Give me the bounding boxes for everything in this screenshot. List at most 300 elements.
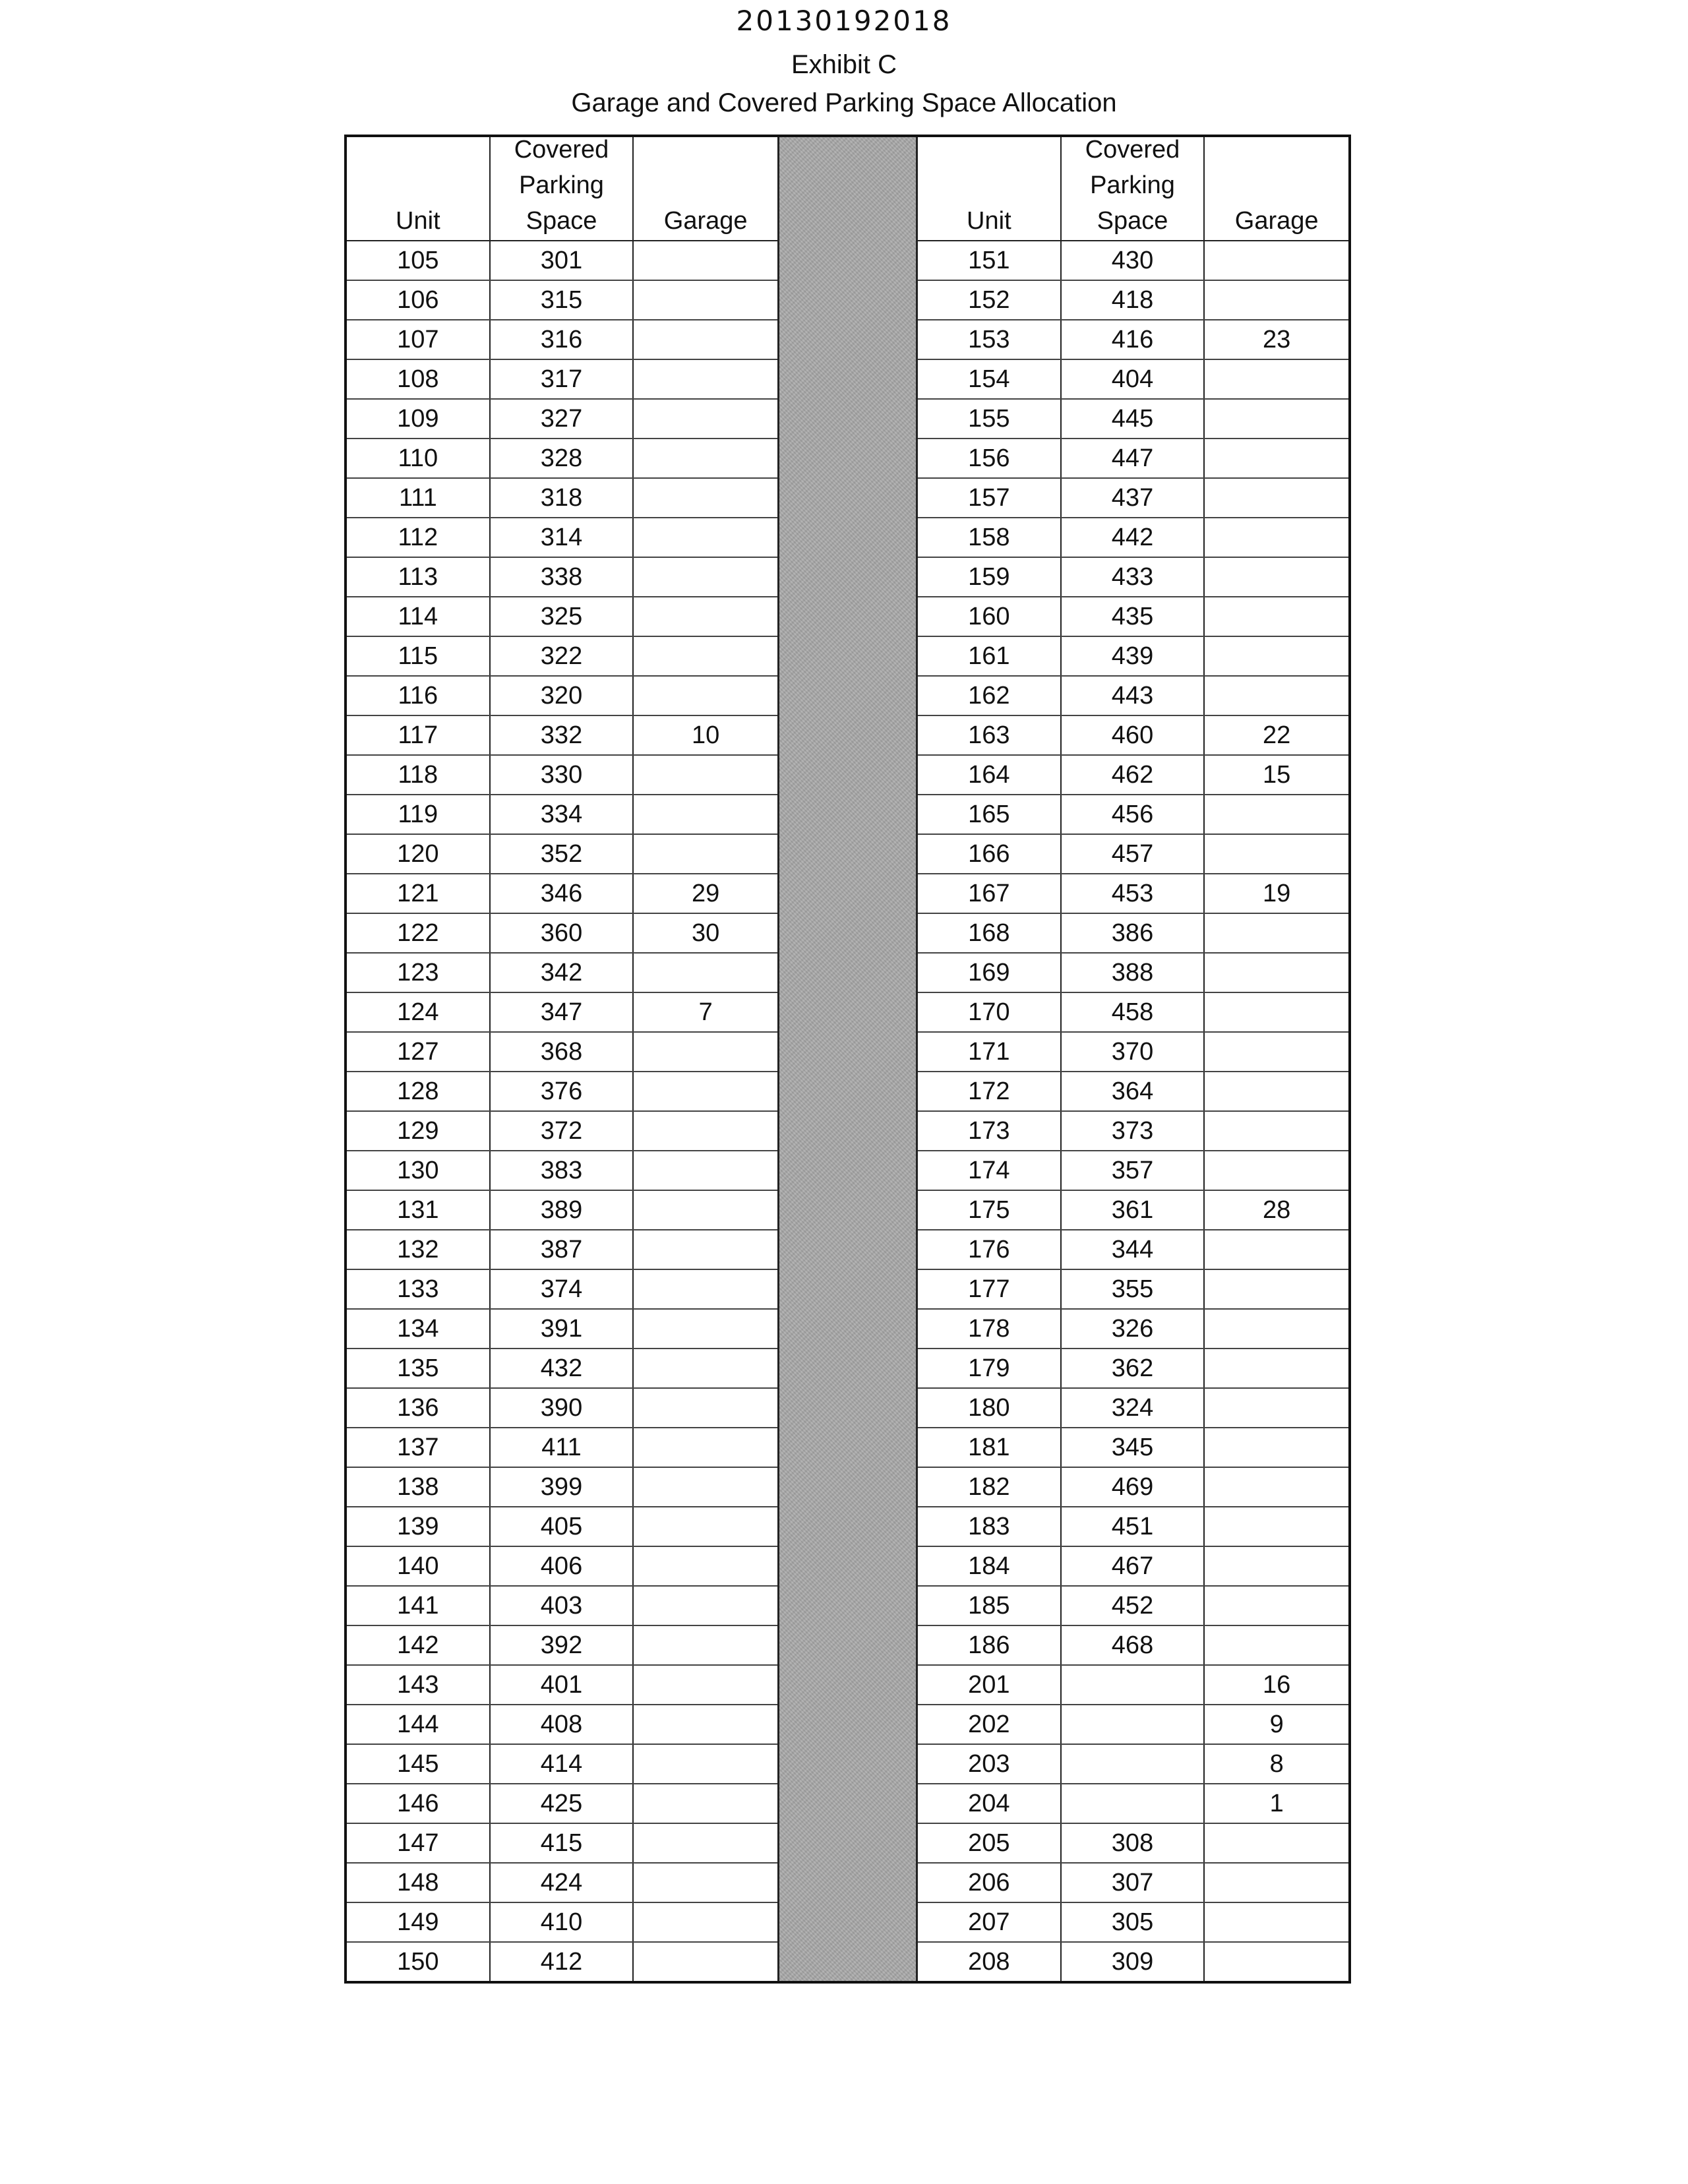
covered-parking-space-cell: 352 — [491, 835, 634, 873]
unit-cell: 208 — [918, 1943, 1062, 1981]
unit-cell: 129 — [347, 1112, 491, 1150]
garage-cell — [634, 1151, 777, 1190]
table-row — [918, 1230, 1348, 1270]
unit-cell: 153 — [918, 320, 1062, 359]
garage-cell — [1205, 1428, 1348, 1467]
right-table-body — [918, 241, 1348, 1981]
covered-parking-space-cell: 332 — [491, 716, 634, 754]
covered-parking-space-cell: 392 — [491, 1626, 634, 1664]
table-row — [918, 241, 1348, 281]
table-row — [918, 558, 1348, 597]
unit-cell: 182 — [918, 1468, 1062, 1506]
covered-parking-space-cell: 386 — [1062, 914, 1205, 952]
unit-cell: 178 — [918, 1310, 1062, 1348]
garage-cell — [634, 954, 777, 992]
table-row — [347, 716, 777, 756]
garage-cell — [1205, 360, 1348, 398]
unit-cell: 127 — [347, 1033, 491, 1071]
table-row — [347, 954, 777, 993]
unit-cell: 162 — [918, 677, 1062, 715]
covered-parking-space-cell: 439 — [1062, 637, 1205, 675]
unit-cell: 160 — [918, 597, 1062, 636]
unit-cell: 117 — [347, 716, 491, 754]
table-row — [918, 1507, 1348, 1547]
right-table-half — [918, 137, 1348, 1981]
garage-cell — [634, 677, 777, 715]
covered-parking-space-cell — [1062, 1666, 1205, 1704]
unit-cell: 202 — [918, 1705, 1062, 1744]
garage-cell — [634, 1033, 777, 1071]
unit-cell: 131 — [347, 1191, 491, 1229]
unit-cell: 165 — [918, 795, 1062, 834]
unit-cell: 107 — [347, 320, 491, 359]
unit-cell: 149 — [347, 1903, 491, 1941]
covered-parking-space-cell: 327 — [491, 400, 634, 438]
garage-cell — [1205, 1507, 1348, 1546]
covered-parking-space-cell: 442 — [1062, 518, 1205, 557]
header-garage — [1205, 137, 1348, 240]
garage-cell — [634, 558, 777, 596]
table-row — [347, 874, 777, 914]
table-row — [347, 1468, 777, 1507]
unit-cell: 146 — [347, 1784, 491, 1823]
table-row — [347, 1389, 777, 1428]
garage-cell — [1205, 479, 1348, 517]
table-row — [918, 518, 1348, 558]
garage-cell — [1205, 795, 1348, 834]
left-header-row — [347, 137, 777, 241]
header-covered-line-1: Covered — [514, 136, 609, 164]
covered-parking-space-cell: 408 — [491, 1705, 634, 1744]
left-table-body — [347, 241, 777, 1981]
garage-cell: 8 — [1269, 1749, 1284, 1778]
unit-cell: 156 — [918, 439, 1062, 477]
unit-cell: 186 — [918, 1626, 1062, 1664]
table-row — [347, 320, 777, 360]
covered-parking-space-cell: 314 — [491, 518, 634, 557]
garage-cell — [1205, 241, 1348, 280]
covered-parking-space-cell — [1062, 1745, 1205, 1783]
unit-cell: 205 — [918, 1824, 1062, 1862]
covered-parking-space-cell: 390 — [491, 1389, 634, 1427]
garage-cell: 29 — [692, 879, 720, 907]
table-row — [347, 597, 777, 637]
garage-cell: 23 — [1263, 325, 1291, 353]
covered-parking-space-cell: 469 — [1062, 1468, 1205, 1506]
covered-parking-space-cell: 458 — [1062, 993, 1205, 1031]
table-row — [347, 1310, 777, 1349]
left-table-half — [347, 137, 777, 1981]
garage-cell — [634, 597, 777, 636]
unit-cell: 106 — [347, 281, 491, 319]
table-row — [347, 439, 777, 479]
garage-cell — [634, 1191, 777, 1229]
covered-parking-space-cell: 456 — [1062, 795, 1205, 834]
header-garage — [634, 137, 777, 240]
garage-cell — [634, 1626, 777, 1664]
unit-cell: 116 — [347, 677, 491, 715]
table-row — [347, 1230, 777, 1270]
garage-cell — [634, 1864, 777, 1902]
table-row — [918, 637, 1348, 677]
header-unit — [918, 137, 1062, 240]
unit-cell: 112 — [347, 518, 491, 557]
covered-parking-space-cell: 326 — [1062, 1310, 1205, 1348]
garage-cell — [634, 1587, 777, 1625]
unit-cell: 133 — [347, 1270, 491, 1308]
unit-cell: 124 — [347, 993, 491, 1031]
garage-cell — [1205, 1349, 1348, 1387]
garage-cell: 7 — [698, 998, 713, 1026]
covered-parking-space-cell: 457 — [1062, 835, 1205, 873]
unit-cell: 161 — [918, 637, 1062, 675]
garage-cell — [634, 439, 777, 477]
covered-parking-space-cell: 376 — [491, 1072, 634, 1110]
table-row — [347, 1745, 777, 1784]
covered-parking-space-cell: 435 — [1062, 597, 1205, 636]
table-row — [347, 1705, 777, 1745]
garage-cell — [634, 320, 777, 359]
garage-cell — [634, 1903, 777, 1941]
table-row — [918, 1864, 1348, 1903]
table-row — [918, 716, 1348, 756]
garage-cell — [1205, 914, 1348, 952]
garage-cell: 22 — [1263, 721, 1291, 749]
covered-parking-space-cell: 383 — [491, 1151, 634, 1190]
table-row — [918, 874, 1348, 914]
garage-cell — [1205, 835, 1348, 873]
covered-parking-space-cell: 372 — [491, 1112, 634, 1150]
unit-cell: 185 — [918, 1587, 1062, 1625]
unit-cell: 134 — [347, 1310, 491, 1348]
table-row — [918, 914, 1348, 954]
garage-cell — [1205, 1547, 1348, 1585]
table-row — [918, 1112, 1348, 1151]
table-row — [347, 1151, 777, 1191]
table-row — [918, 954, 1348, 993]
covered-parking-space-cell: 346 — [491, 874, 634, 913]
garage-cell — [1205, 518, 1348, 557]
covered-parking-space-cell: 357 — [1062, 1151, 1205, 1190]
covered-parking-space-cell: 445 — [1062, 400, 1205, 438]
unit-cell: 175 — [918, 1191, 1062, 1229]
header-covered-line-2: Parking — [1090, 171, 1175, 199]
garage-cell — [1205, 1033, 1348, 1071]
covered-parking-space-cell: 301 — [491, 241, 634, 280]
unit-cell: 122 — [347, 914, 491, 952]
table-row — [918, 281, 1348, 320]
unit-cell: 141 — [347, 1587, 491, 1625]
unit-cell: 174 — [918, 1151, 1062, 1190]
garage-cell — [1205, 1151, 1348, 1190]
table-row — [347, 1072, 777, 1112]
covered-parking-space-cell: 462 — [1062, 756, 1205, 794]
table-row — [918, 1072, 1348, 1112]
table-row — [918, 400, 1348, 439]
unit-cell: 111 — [347, 479, 491, 517]
unit-cell: 138 — [347, 1468, 491, 1506]
unit-cell: 119 — [347, 795, 491, 834]
table-row — [918, 479, 1348, 518]
garage-cell — [634, 1389, 777, 1427]
unit-cell: 170 — [918, 993, 1062, 1031]
covered-parking-space-cell: 432 — [491, 1349, 634, 1387]
covered-parking-space-cell: 305 — [1062, 1903, 1205, 1941]
garage-cell — [1205, 993, 1348, 1031]
table-row — [918, 1428, 1348, 1468]
table-row — [347, 241, 777, 281]
covered-parking-space-cell: 401 — [491, 1666, 634, 1704]
garage-cell — [634, 1547, 777, 1585]
covered-parking-space-cell — [1062, 1784, 1205, 1823]
unit-cell: 167 — [918, 874, 1062, 913]
unit-cell: 120 — [347, 835, 491, 873]
garage-cell — [634, 1666, 777, 1704]
garage-cell — [634, 1112, 777, 1150]
unit-cell: 201 — [918, 1666, 1062, 1704]
unit-cell: 130 — [347, 1151, 491, 1190]
table-row — [347, 677, 777, 716]
covered-parking-space-cell: 318 — [491, 479, 634, 517]
table-row — [918, 1349, 1348, 1389]
table-row — [918, 1468, 1348, 1507]
covered-parking-space-cell: 451 — [1062, 1507, 1205, 1546]
table-row — [347, 1903, 777, 1943]
header-garage-label: Garage — [1234, 207, 1319, 235]
covered-parking-space-cell: 330 — [491, 756, 634, 794]
unit-cell: 180 — [918, 1389, 1062, 1427]
header-unit-label: Unit — [396, 207, 440, 235]
unit-cell: 152 — [918, 281, 1062, 319]
table-row — [347, 1943, 777, 1981]
unit-cell: 157 — [918, 479, 1062, 517]
covered-parking-space-cell: 424 — [491, 1864, 634, 1902]
garage-cell — [1205, 1903, 1348, 1941]
table-row — [918, 1389, 1348, 1428]
garage-cell — [1205, 1943, 1348, 1981]
covered-parking-space-cell: 391 — [491, 1310, 634, 1348]
unit-cell: 105 — [347, 241, 491, 280]
covered-parking-space-cell: 403 — [491, 1587, 634, 1625]
table-row — [347, 558, 777, 597]
covered-parking-space-cell: 460 — [1062, 716, 1205, 754]
table-row — [347, 1270, 777, 1310]
unit-cell: 207 — [918, 1903, 1062, 1941]
covered-parking-space-cell: 345 — [1062, 1428, 1205, 1467]
table-row — [347, 637, 777, 677]
table-row — [918, 1033, 1348, 1072]
table-row — [918, 439, 1348, 479]
unit-cell: 158 — [918, 518, 1062, 557]
unit-cell: 110 — [347, 439, 491, 477]
table-row — [347, 1112, 777, 1151]
garage-cell — [1205, 637, 1348, 675]
table-row — [347, 993, 777, 1033]
unit-cell: 177 — [918, 1270, 1062, 1308]
unit-cell: 132 — [347, 1230, 491, 1269]
unit-cell: 144 — [347, 1705, 491, 1744]
unit-cell: 159 — [918, 558, 1062, 596]
unit-cell: 184 — [918, 1547, 1062, 1585]
garage-cell — [634, 1310, 777, 1348]
garage-cell — [1205, 1864, 1348, 1902]
covered-parking-space-cell: 364 — [1062, 1072, 1205, 1110]
table-row — [347, 1191, 777, 1230]
table-row — [918, 1745, 1348, 1784]
garage-cell — [634, 1784, 777, 1823]
table-row — [347, 518, 777, 558]
unit-cell: 169 — [918, 954, 1062, 992]
garage-cell — [1205, 1270, 1348, 1308]
covered-parking-space-cell: 416 — [1062, 320, 1205, 359]
table-row — [347, 1784, 777, 1824]
table-row — [918, 360, 1348, 400]
table-row — [347, 914, 777, 954]
garage-cell — [634, 1943, 777, 1981]
garage-cell — [1205, 954, 1348, 992]
garage-cell — [634, 835, 777, 873]
garage-cell: 10 — [692, 721, 720, 749]
header-covered-line-3: Space — [1097, 207, 1168, 235]
covered-parking-space-cell: 418 — [1062, 281, 1205, 319]
table-row — [918, 1310, 1348, 1349]
garage-cell — [1205, 1626, 1348, 1664]
header-covered-line-1: Covered — [1085, 136, 1180, 164]
covered-parking-space-cell: 410 — [491, 1903, 634, 1941]
covered-parking-space-cell: 414 — [491, 1745, 634, 1783]
covered-parking-space-cell: 368 — [491, 1033, 634, 1071]
unit-cell: 166 — [918, 835, 1062, 873]
header-covered-line-2: Parking — [519, 171, 604, 199]
covered-parking-space-cell: 360 — [491, 914, 634, 952]
garage-cell — [1205, 597, 1348, 636]
table-row — [347, 1547, 777, 1587]
table-row — [347, 281, 777, 320]
covered-parking-space-cell: 317 — [491, 360, 634, 398]
table-row — [918, 1903, 1348, 1943]
covered-parking-space-cell: 443 — [1062, 677, 1205, 715]
table-row — [918, 993, 1348, 1033]
garage-cell — [1205, 439, 1348, 477]
covered-parking-space-cell: 437 — [1062, 479, 1205, 517]
garage-cell — [634, 1270, 777, 1308]
unit-cell: 135 — [347, 1349, 491, 1387]
covered-parking-space-cell: 362 — [1062, 1349, 1205, 1387]
unit-cell: 179 — [918, 1349, 1062, 1387]
covered-parking-space-cell: 316 — [491, 320, 634, 359]
unit-cell: 115 — [347, 637, 491, 675]
covered-parking-space-cell: 430 — [1062, 241, 1205, 280]
garage-cell — [1205, 1468, 1348, 1506]
table-row — [918, 1626, 1348, 1666]
unit-cell: 155 — [918, 400, 1062, 438]
table-row — [347, 360, 777, 400]
unit-cell: 136 — [347, 1389, 491, 1427]
garage-cell — [1205, 1310, 1348, 1348]
covered-parking-space-cell: 324 — [1062, 1389, 1205, 1427]
covered-parking-space-cell: 399 — [491, 1468, 634, 1506]
garage-cell — [1205, 677, 1348, 715]
unit-cell: 148 — [347, 1864, 491, 1902]
table-title: Garage and Covered Parking Space Allocation — [571, 88, 1117, 117]
covered-parking-space-cell: 347 — [491, 993, 634, 1031]
unit-cell: 147 — [347, 1824, 491, 1862]
header-covered-parking-space — [1062, 137, 1205, 240]
covered-parking-space-cell: 467 — [1062, 1547, 1205, 1585]
garage-cell — [634, 400, 777, 438]
table-row — [918, 1547, 1348, 1587]
table-row — [347, 1864, 777, 1903]
table-row — [918, 1666, 1348, 1705]
covered-parking-space-cell: 453 — [1062, 874, 1205, 913]
header-covered-parking-space — [491, 137, 634, 240]
covered-parking-space-cell: 322 — [491, 637, 634, 675]
table-row — [347, 479, 777, 518]
unit-cell: 204 — [918, 1784, 1062, 1823]
unit-cell: 163 — [918, 716, 1062, 754]
garage-cell: 15 — [1263, 760, 1291, 789]
table-row — [347, 1824, 777, 1864]
garage-cell: 19 — [1263, 879, 1291, 907]
covered-parking-space-cell: 338 — [491, 558, 634, 596]
unit-cell: 206 — [918, 1864, 1062, 1902]
covered-parking-space-cell: 389 — [491, 1191, 634, 1229]
table-row — [347, 1626, 777, 1666]
garage-cell — [634, 241, 777, 280]
header-unit-label: Unit — [967, 207, 1011, 235]
garage-cell — [634, 1507, 777, 1546]
garage-cell: 1 — [1269, 1789, 1284, 1817]
table-row — [918, 835, 1348, 874]
covered-parking-space-cell: 342 — [491, 954, 634, 992]
garage-cell — [634, 1349, 777, 1387]
covered-parking-space-cell: 374 — [491, 1270, 634, 1308]
covered-parking-space-cell: 320 — [491, 677, 634, 715]
unit-cell: 183 — [918, 1507, 1062, 1546]
garage-cell — [1205, 400, 1348, 438]
garage-cell — [634, 1824, 777, 1862]
garage-cell — [634, 756, 777, 794]
garage-cell — [634, 1705, 777, 1744]
covered-parking-space-cell: 387 — [491, 1230, 634, 1269]
unit-cell: 168 — [918, 914, 1062, 952]
shaded-divider-column — [777, 137, 918, 1981]
covered-parking-space-cell: 411 — [491, 1428, 634, 1467]
garage-cell — [1205, 1230, 1348, 1269]
unit-cell: 118 — [347, 756, 491, 794]
table-row — [918, 320, 1348, 360]
table-row — [347, 1033, 777, 1072]
unit-cell: 114 — [347, 597, 491, 636]
unit-cell: 123 — [347, 954, 491, 992]
unit-cell: 137 — [347, 1428, 491, 1467]
header-covered-line-3: Space — [526, 207, 597, 235]
covered-parking-space-cell: 425 — [491, 1784, 634, 1823]
covered-parking-space-cell: 309 — [1062, 1943, 1205, 1981]
table-row — [918, 1943, 1348, 1981]
garage-cell — [1205, 1072, 1348, 1110]
covered-parking-space-cell: 388 — [1062, 954, 1205, 992]
table-row — [918, 597, 1348, 637]
table-row — [918, 795, 1348, 835]
unit-cell: 143 — [347, 1666, 491, 1704]
table-row — [918, 1191, 1348, 1230]
garage-cell — [1205, 1389, 1348, 1427]
unit-cell: 109 — [347, 400, 491, 438]
unit-cell: 171 — [918, 1033, 1062, 1071]
unit-cell: 150 — [347, 1943, 491, 1981]
covered-parking-space-cell: 447 — [1062, 439, 1205, 477]
